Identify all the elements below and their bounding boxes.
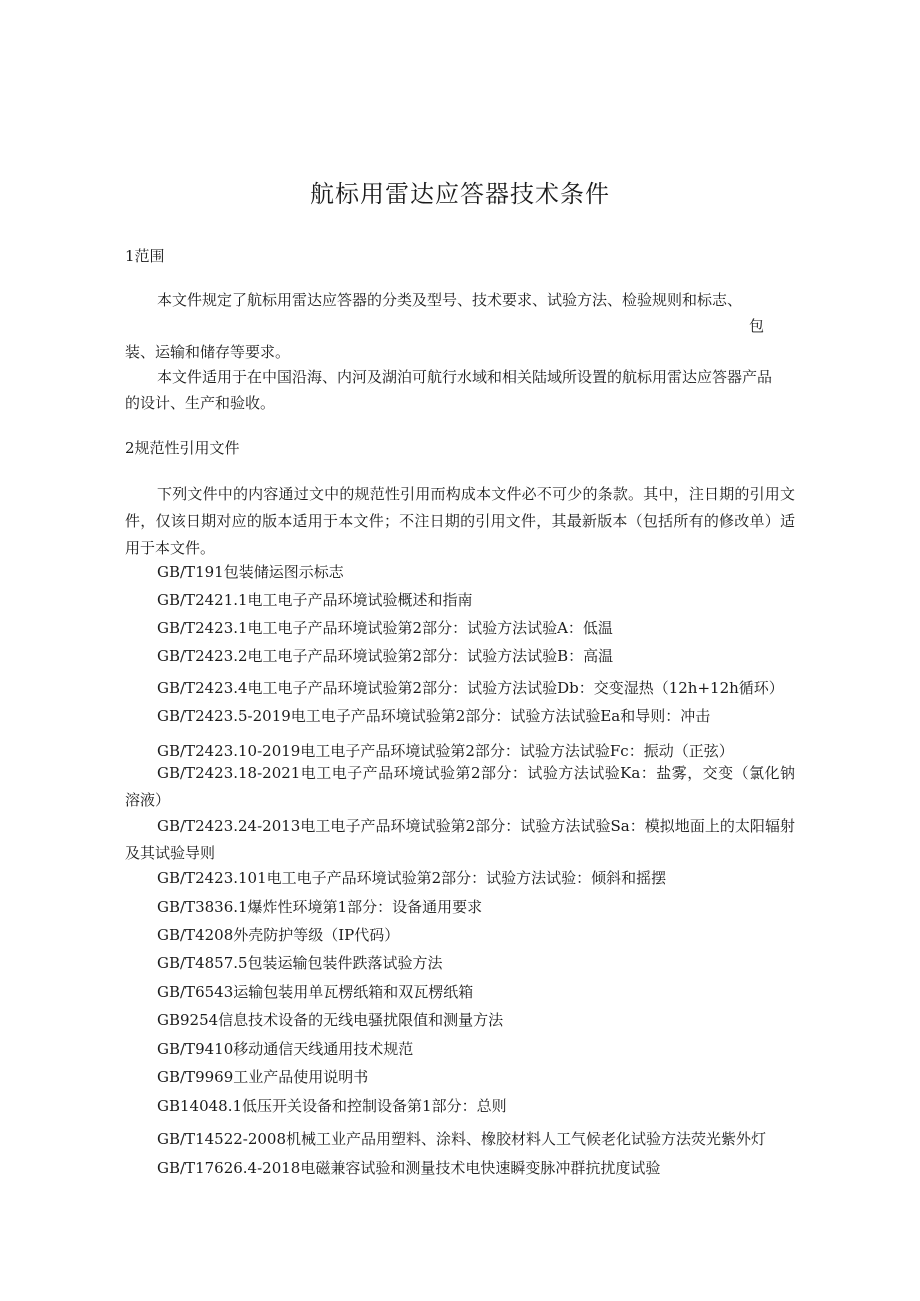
reference-item: GB/T2421.1电工电子产品环境试验概述和指南 [157, 591, 473, 609]
reference-item: GB/T191包装储运图示标志 [157, 563, 344, 581]
document-title: 航标用雷达应答器技术条件 [310, 180, 610, 208]
reference-item: GB/T4208外壳防护等级（IP代码） [157, 926, 400, 944]
section-2-heading: 2规范性引用文件 [125, 439, 240, 457]
reference-item: GB/T2423.5-2019电工电子产品环境试验第2部分：试验方法试验Ea和导则：冲击 [157, 707, 711, 725]
reference-item: GB/T17626.4-2018电磁兼容试验和测量技术电快速瞬变脉冲群抗扰度试验 [157, 1159, 661, 1177]
reference-item: GB/T2423.10-2019电工电子产品环境试验第2部分：试验方法试验Fc：振动（正弦） [157, 742, 734, 760]
reference-item: GB14048.1低压开关设备和控制设备第1部分：总则 [157, 1097, 507, 1115]
scope-paragraph-2-line-2: 的设计、生产和验收。 [125, 394, 276, 412]
reference-item: GB/T3836.1爆炸性环境第1部分：设备通用要求 [157, 898, 483, 916]
scope-paragraph-1-line-1: 本文件规定了航标用雷达应答器的分类及型号、技术要求、试验方法、检验规则和标志、 [157, 291, 743, 309]
reference-item: GB/T2423.4电工电子产品环境试验第2部分：试验方法试验Db：交变湿热（12h+12h循环） [157, 679, 784, 697]
references-intro: 下列文件中的内容通过文中的规范性引用而构成本文件必不可少的条款。其中，注日期的引用文件，仅该日期对应的版本适用于本文件；不注日期的引用文件，其最新版本（包括所有的修改单）适用于本文件。 [125, 485, 795, 557]
section-1-heading: 1范围 [125, 247, 165, 265]
scope-paragraph-1-line-2: 装、运输和储存等要求。 [125, 343, 291, 361]
reference-item: GB/T2423.18-2021电工电子产品环境试验第2部分：试验方法试验Ka：盐雾，交变（氯化钠溶液） [125, 764, 795, 809]
reference-item: GB/T4857.5包装运输包装件跌落试验方法 [157, 954, 443, 972]
reference-item: GB/T2423.2电工电子产品环境试验第2部分：试验方法试验B：高温 [157, 647, 614, 665]
reference-item: GB/T2423.24-2013电工电子产品环境试验第2部分：试验方法试验Sa：模拟地面上的太阳辐射及其试验导则 [125, 817, 795, 862]
scope-paragraph-1-orphan: 包 [749, 317, 765, 335]
reference-item: GB/T6543运输包装用单瓦楞纸箱和双瓦楞纸箱 [157, 983, 474, 1001]
reference-item: GB/T9410移动通信天线通用技术规范 [157, 1040, 414, 1058]
reference-item: GB9254信息技术设备的无线电骚扰限值和测量方法 [157, 1011, 504, 1029]
reference-item: GB/T2423.1电工电子产品环境试验第2部分：试验方法试验A：低温 [157, 619, 613, 637]
scope-paragraph-2-line-1: 本文件适用于在中国沿海、内河及湖泊可航行水域和相关陆域所设置的航标用雷达应答器产品 [157, 368, 773, 386]
reference-item: GB/T9969工业产品使用说明书 [157, 1068, 369, 1086]
reference-item: GB/T14522-2008机械工业产品用塑料、涂料、橡胶材料人工气候老化试验方法荧光紫外灯 [157, 1130, 767, 1148]
reference-item: GB/T2423.101电工电子产品环境试验第2部分：试验方法试验：倾斜和摇摆 [157, 869, 667, 887]
